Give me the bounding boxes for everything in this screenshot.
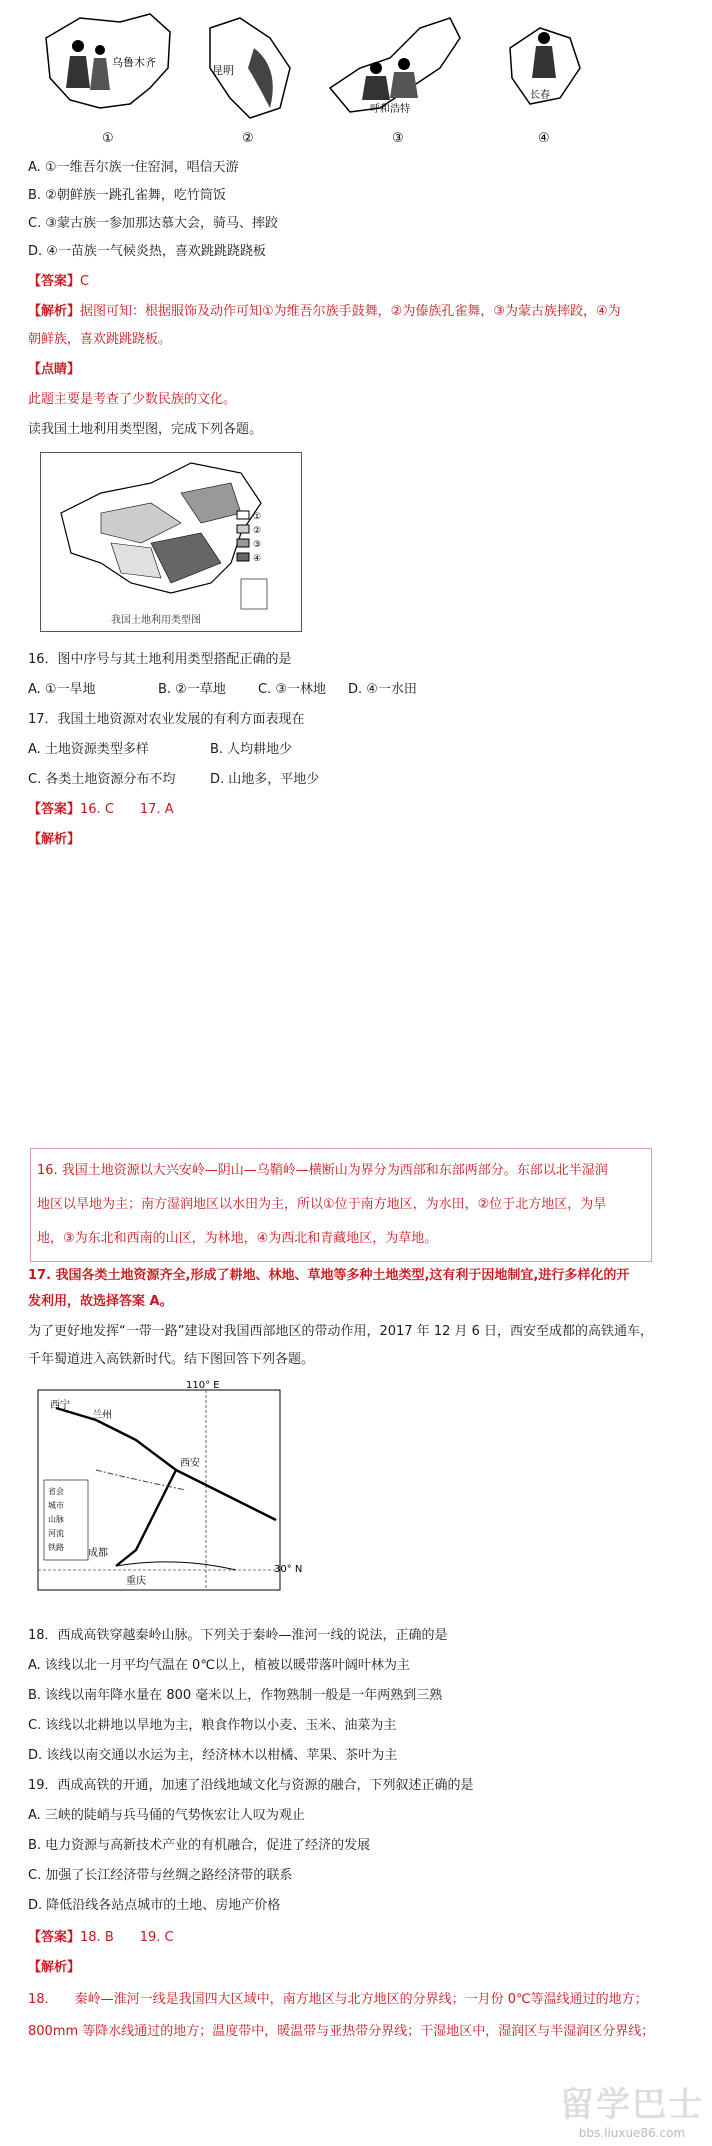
q15-answer [28,272,89,292]
q19-option-d: D. 降低沿线各站点城市的土地、房地产价格 [28,1898,281,1913]
figure-label: ④ [538,131,550,146]
answer-label: 【答案】 [28,1930,81,1945]
q18-option-d: D. 该线以南交通以水运为主，经济林木以柑橘、苹果、茶叶为主 [28,1748,398,1763]
q15-point-text: 此题主要是考查了少数民族的文化。 [28,392,237,407]
legend-label: 城市 [48,1501,64,1510]
ethnic-figure-row [40,8,600,150]
q17-option-d: D. 山地多，平地少 [210,772,320,787]
map-text: 呼和浩特 [370,104,410,115]
q15-option-b: B. ②朝鲜族一跳孔雀舞，吃竹筒饭 [28,188,226,203]
q15-option-a: A. ①一维吾尔族一住窑洞，唱信天游 [28,160,239,175]
q15-analysis [28,302,621,322]
answer-label: 【答案】 [28,274,81,289]
q16-stem: 16．图中序号与其土地利用类型搭配正确的是 [28,652,292,667]
rail-map-figure [36,1380,304,1600]
q17-analysis-line: 发利用，故选择答案 A。 [28,1294,173,1309]
legend-label: ③ [253,540,262,550]
figure-label: ① [102,131,114,146]
figure-label: ③ [392,131,404,146]
boxed-analysis [30,1148,652,1262]
q18-stem: 18．西成高铁穿越秦岭山脉。下列关于秦岭—淮河一线的说法，正确的是 [28,1628,448,1643]
lat-label: 30° N [274,1564,303,1575]
land-use-map [41,453,301,631]
q15-analysis-cont: 朝鲜族，喜欢跳跳跷板。 [28,332,172,347]
q1819-analysis-label: 【解析】 [28,1960,81,1975]
figure-label: ② [242,131,254,146]
city-label: 兰州 [92,1410,112,1421]
q1617-answer [28,800,174,820]
q17-option-a: A. 土地资源类型多样 [28,742,149,757]
city-label: 西安 [180,1458,200,1469]
site-watermark [560,2077,704,2140]
city-label: 成都 [88,1548,108,1559]
q19-option-a: A. 三峡的陡峭与兵马俑的气势恢宏让人叹为观止 [28,1808,305,1823]
map-caption: 我国土地利用类型图 [111,615,201,626]
land-use-map-figure [40,452,302,632]
q15-point-label: 【点睛】 [28,362,81,377]
answer-value: 16. C 17. A [80,802,174,817]
answer-value: C [80,274,90,289]
q17-option-c: C. 各类土地资源分布不均 [28,772,176,787]
rail-intro-line: 为了更好地发挥“一带一路”建设对我国西部地区的带动作用，2017 年 12 月 6 日，西安至成都的高铁通车， [28,1324,654,1339]
inner-mongolia-map-figure [320,8,470,150]
q19-option-b: B. 电力资源与高新技术产业的有机融合，促进了经济的发展 [28,1838,371,1853]
legend-label: ④ [253,554,262,564]
q15-option-d: D. ④一苗族一气候炎热，喜欢跳跳跷跷板 [28,244,266,259]
watermark-logo: 留学巴士 [560,2085,704,2125]
map-text: 长春 [530,90,550,101]
rail-map [36,1380,304,1600]
q1617-analysis-label: 【解析】 [28,832,81,847]
seesaw-dancer-icon [532,32,556,78]
q17-analysis-line: 17. 我国各类土地资源齐全,形成了耕地、林地、草地等多种土地类型,这有利于因地制宜,进行多样化的开 [28,1268,630,1283]
q18-option-c: C. 该线以北耕地以旱地为主，粮食作物以小麦、玉米、油菜为主 [28,1718,397,1733]
q18-option-a: A. 该线以北一月平均气温在 0℃以上，植被以暖带落叶阔叶林为主 [28,1658,410,1673]
boxed-analysis-line: 地区以旱地为主；南方湿润地区以水田为主，所以①位于南方地区，为水田，②位于北方地区，为旱 [37,1197,607,1212]
q17-option-b: B. 人均耕地少 [210,742,293,757]
boxed-analysis-line: 16. 我国土地资源以大兴安岭—阴山—乌鞘岭—横断山为界分为西部和东部两部分。东部以北半湿润 [37,1163,608,1178]
legend-label: 河流 [48,1529,64,1538]
lon-label: 110° E [186,1380,220,1391]
q19-stem: 19．西成高铁的开通，加速了沿线地域文化与资源的融合，下列叙述正确的是 [28,1778,474,1793]
q15-option-c: C. ③蒙古族一参加那达慕大会，骑马、摔跤 [28,216,278,231]
q17-stem: 17．我国土地资源对农业发展的有利方面表现在 [28,712,305,727]
land-intro: 读我国土地利用类型图，完成下列各题。 [28,422,263,437]
q16-option-c: C. ③一林地 [258,682,326,697]
dancer-icon [66,40,110,90]
q18-analysis-line: 800mm 等降水线通过的地方；温度带中，暖温带与亚热带分界线；干湿地区中，湿润区与半湿润区分界线； [28,2024,655,2039]
south-sea-inset [241,579,267,609]
legend-label: ① [253,512,262,522]
legend-label: ② [253,526,262,536]
legend-label: 省会 [48,1487,64,1496]
map-text: 昆明 [212,64,234,77]
answer-label: 【答案】 [28,802,81,817]
q18-analysis-line: 18. 秦岭—淮河一线是我国四大区域中，南方地区与北方地区的分界线；一月份 0℃等温线通过的地方； [28,1992,648,2007]
q1819-answer [28,1928,174,1948]
rail-intro-line: 千年蜀道进入高铁新时代。结下图回答下列各题。 [28,1352,315,1367]
jilin-map-figure [500,8,590,150]
legend-label: 铁路 [48,1543,64,1552]
q18-option-b: B. 该线以南年降水量在 800 毫米以上，作物熟制一般是一年两熟到三熟 [28,1688,443,1703]
q19-option-c: C. 加强了长江经济带与丝绸之路经济带的联系 [28,1868,293,1883]
peacock-dancer-icon [248,48,273,108]
city-label: 西宁 [50,1400,70,1411]
yunnan-map-figure [190,8,310,150]
watermark-url: bbs.liuxue86.com [578,2126,686,2140]
answer-value: 18. B 19. C [80,1930,174,1945]
map-text: 乌鲁木齐 [112,56,156,69]
q16-option-d: D. ④一水田 [348,682,417,697]
analysis-text: 据图可知：根据服饰及动作可知①为维吾尔族手鼓舞，②为傣族孔雀舞，③为蒙古族摔跤，④为 [80,304,621,319]
city-label: 重庆 [126,1576,146,1587]
legend-label: 山脉 [48,1515,64,1524]
boxed-analysis-line: 地，③为东北和西南的山区，为林地，④为西北和青藏地区，为草地。 [37,1231,438,1246]
q16-option-a: A. ①一旱地 [28,682,96,697]
q16-option-b: B. ②一草地 [158,682,226,697]
analysis-label: 【解析】 [28,304,81,319]
xinjiang-map-figure [40,8,180,150]
